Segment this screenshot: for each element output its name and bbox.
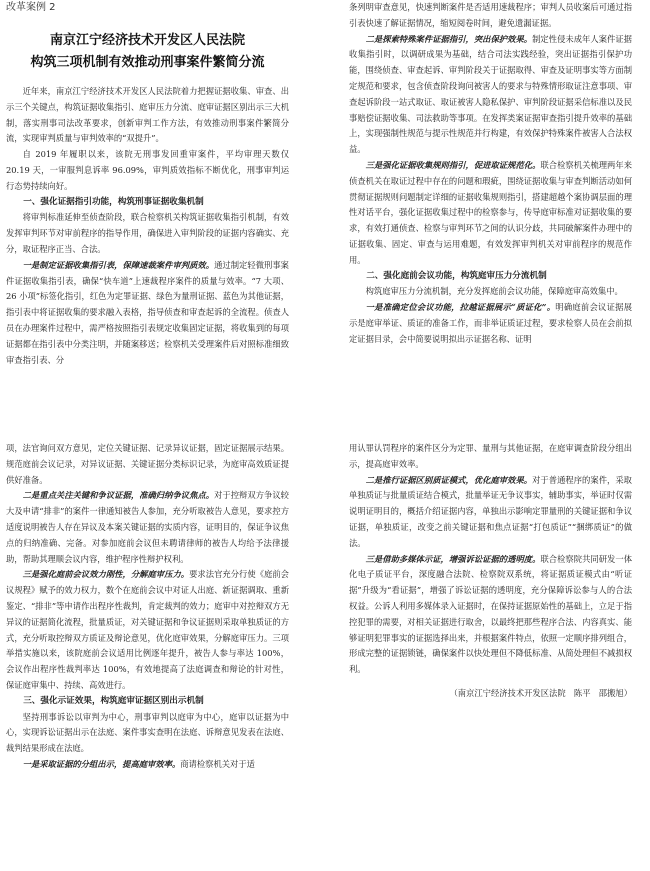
- section-2-point-3: [6, 567, 289, 693]
- section-1-point-2-lead: 二是探索特殊案件证据指引，突出保护效果。: [365, 33, 533, 44]
- case-label: 改革案例 2: [6, 2, 56, 13]
- section-3-point-3: [349, 552, 632, 678]
- section-1-point-3-body: 联合检察机关梳理两年来侦查机关在取证过程中存在的问题和瑕疵，围绕证据收集与审查判断活动如何贯彻证据规则问题制定详细的证据收集规则指引，搭建超越个案协调层面的理性对话平台，强化证据收集过程中的检察参与，传导庭审标准对证据收集的要求，有效打通侦查、检察与审判环节之间的认识分歧，共同破解案件办理中的证据收集、固定、审查与运用难题，有效发挥审判机关对审前程序的规范作用。: [349, 159, 632, 265]
- section-2-point-1-body: 明确庭前会议证据展示是庭审举证、质证的准备工作，而非举证质证过程，要求检察人员在会前拟定证据目录，会中简要说明拟出示证据名称、证明: [349, 302, 632, 344]
- section-3-point-1-body: 商请检察机关对于适: [180, 758, 255, 769]
- section-3-point-1: [6, 757, 289, 773]
- section-3-point-2-body: 对于普通程序的案件，采取单独质证与批量质证结合模式，批量举证无争议事实，辅助事实，举证时仅需说明证明目的，概括介绍证据内容，单独出示影响定罪量刑的关键证据和争议证据，单独质证，改变之前关键证据和焦点证据“打包质证”“捆绑质证”的做法。: [349, 474, 632, 548]
- upper-left-column: [6, 0, 289, 430]
- section-1-point-2-body: 制定性侵未成年人案件证据收集指引时，以调研成果为基础，结合司法实践经验，突出证据指引保护功能，围绕侦查、审查起诉、审判阶段关于证据取得、审查及证明事实等方面制定规范和要求，包含侦查阶段询问被害人的要求与特殊情形取证注意事项、审查起诉阶段一站式取证、取证被害人隐私保护、审判阶段证据采信标准以及民事赔偿证据收集、司法救助等事项。在发挥类案证据审查指引提升效率的基础上，实现强制性规范与提示性规范并行构建，有效保护特殊案件被害人合法权益。: [349, 33, 632, 155]
- section-1-point-1-body: 通过制定轻微刑事案件证据收集指引表，确保“快车道”上速裁程序案件的质量与效率。“7 大项、26 小项”标签化指引，红色为定罪证据、绿色为量刑证据、蓝色为其他证据，指引表中将证据收集的要求融入表格，指导侦查和审查起诉的全流程。侦查人员在办理案件过程中，需严格按照指引表规定收集固定证据，将收集到的每项证据都在指引表中分类注明，并随案移送；检察机关受理案件后对照标准细致审查指引表、分: [6, 259, 289, 365]
- intro-paragraph: 近年来，南京江宁经济技术开发区人民法院着力把握证据收集、审查、出示三个关键点，构筑证据收集指引、庭审压力分流、庭审证据区别出示三大机制，落实刑事司法改革要求，创新审判工作方法，有效推动刑事案件繁简分流，实现审判质量与审判效率的“双提升”。: [6, 86, 289, 144]
- section-2-point-3-lead: 三是强化庭前会议效力刚性，分解庭审压力。: [22, 569, 190, 580]
- section-2-point-1-continued: 项，法官询问双方意见，定位关键证据、记录异议证据，固定证据展示结果。规范庭前会议记录，对异议证据、关键证据分类标识记录，为庭审高效质证提供好准备。: [6, 443, 289, 485]
- court-title: 南京江宁经济技术开发区人民法院: [49, 33, 245, 48]
- section-1-point-1-lead: 一是制定证据收集指引表，保障速裁案件审判质效。: [22, 259, 215, 270]
- section-1-intro: 将审判标准延伸至侦查阶段，联合检察机关构筑证据收集指引机制，有效发挥审判环节对审前程序的指导作用，确保进入审判阶段的证据内容确实、充分，取证程序正当、合法。: [6, 212, 289, 254]
- lower-spread: [0, 441, 650, 871]
- section-3-intro: 坚持刑事诉讼以审判为中心，刑事审判以庭审为中心，庭审以证据为中心，实现诉讼证据出示在法庭、案件事实查明在法庭、诉辩意见发表在法庭、裁判结果形成在法庭。: [6, 711, 289, 754]
- section-1-heading: 一、强化证据指引功能，构筑刑事证据收集机制: [23, 196, 204, 207]
- upper-right-column: [349, 0, 632, 430]
- section-1-point-1: [6, 258, 289, 369]
- section-2-point-3-body: 要求法官充分行使《庭前会议规程》赋予的效力权力，数个在庭前会议中对证人出庭、新证据调取、重新鉴定、“排非”等申请作出程序性裁判，肯定裁判的效力；庭审中对控辩双方无异议的证据简化流程，批量质证，对关键证据和争议证据则采取单独质证的方式，充分听取控辩双方质证及辩论意见，优化庭审效果，分解庭审压力。三项举措实施以来，该院庭前会议适用比例逐年提升，被告人参与率达 100%，会议作出程序性裁判率达 100%，有效地提高了法庭调查和辩论的针对性，保证庭审集中、持续、高效进行。: [6, 569, 289, 690]
- section-2-intro: 构筑庭审压力分流机制，充分发挥庭前会议功能，保障庭审高效集中。: [365, 286, 623, 297]
- section-2-heading: 二、强化庭前会议功能，构筑庭审压力分流机制: [366, 270, 547, 281]
- upper-spread: [0, 0, 650, 430]
- author-signature: （南京江宁经济技术开发区法院 陈平 邵搬旭）: [449, 687, 632, 698]
- section-3-point-2-lead: 二是推行证据区别质证模式，优化庭审效果。: [365, 474, 533, 485]
- section-2-point-2-lead: 二是重点关注关键和争议证据，准确归纳争议焦点。: [22, 490, 215, 501]
- section-2-point-2: [6, 488, 289, 567]
- section-2-point-1-lead: 一是准确定位会议功能，拉越证据展示“质证化”。: [365, 302, 556, 313]
- section-3-point-2: [349, 473, 632, 552]
- section-1-point-2: [349, 32, 632, 158]
- section-1-point-3-lead: 三是强化证据收集规则指引，促进取证规范化。: [365, 159, 541, 170]
- section-1-point-3: [349, 158, 632, 269]
- lower-left-column: [6, 441, 289, 871]
- section-3-point-1-continued: 用认罪认罚程序的案件区分为定罪、量刑与其他证据，在庭审调查阶段分组出示，提高庭审效率。: [349, 443, 632, 469]
- article-title: 构筑三项机制有效推动刑事案件繁简分流: [30, 55, 265, 70]
- section-2-point-2-body: 对于控辩双方争议较大及申请“排非”的案件一律通知被告人参加，充分听取被告人意见，要求控方适度说明被告人存在异议及本案关键证据的实质内容，证明目的，保证争议焦点的归纳准确、完备。对参加庭前会议但未聘请律师的被告人均给予法律援助，帮助其理顺会议内容，维护程序性辩护权利。: [6, 490, 289, 564]
- section-2-point-1: [349, 300, 632, 347]
- section-3-point-3-body: 联合检察院共同研发一体化电子质证平台，深度融合法院、检察院双系统，将证据质证模式由“听证据”升级为“看证据”，增强了诉讼证据的透明度，充分保障诉讼参与人的合法权益。公诉人利用多媒体录入证据时，在保持证据原始性的基础上，立足于指控犯罪的需要，对相关证据进行取舍，以最终把那些程序合法、内容真实、能够证明犯罪事实的证据选择出来，并根据案件特点，依照一定顺序排列组合，形成完整的证据锁链，确保案件以快处理但不降低标准、从简处理但不减损权利。: [349, 553, 632, 675]
- intro-stats-paragraph: 自 2019 年履职以来，该院无刑事发回重审案件，平均审理天数仅 20.19 天，一审服判息诉率 96.09%，审判质效指标不断优化，刑事审判运行态势持续向好。: [6, 149, 289, 191]
- section-3-heading: 三、强化示证效果，构筑庭审证据区别出示机制: [23, 695, 204, 706]
- section-3-point-1-lead: 一是采取证据的分组出示，提高庭审效率。: [22, 758, 181, 769]
- section-3-point-3-lead: 三是借助多媒体示证，增强诉讼证据的透明度。: [365, 553, 541, 564]
- section-1-point-1-continued: 条列明审查意见，快速判断案件是否适用速裁程序；审判人员收案后可通过指引表快速了解证据情况，缩短阅卷时间，避免遗漏证据。: [349, 2, 632, 28]
- lower-right-column: [349, 441, 632, 871]
